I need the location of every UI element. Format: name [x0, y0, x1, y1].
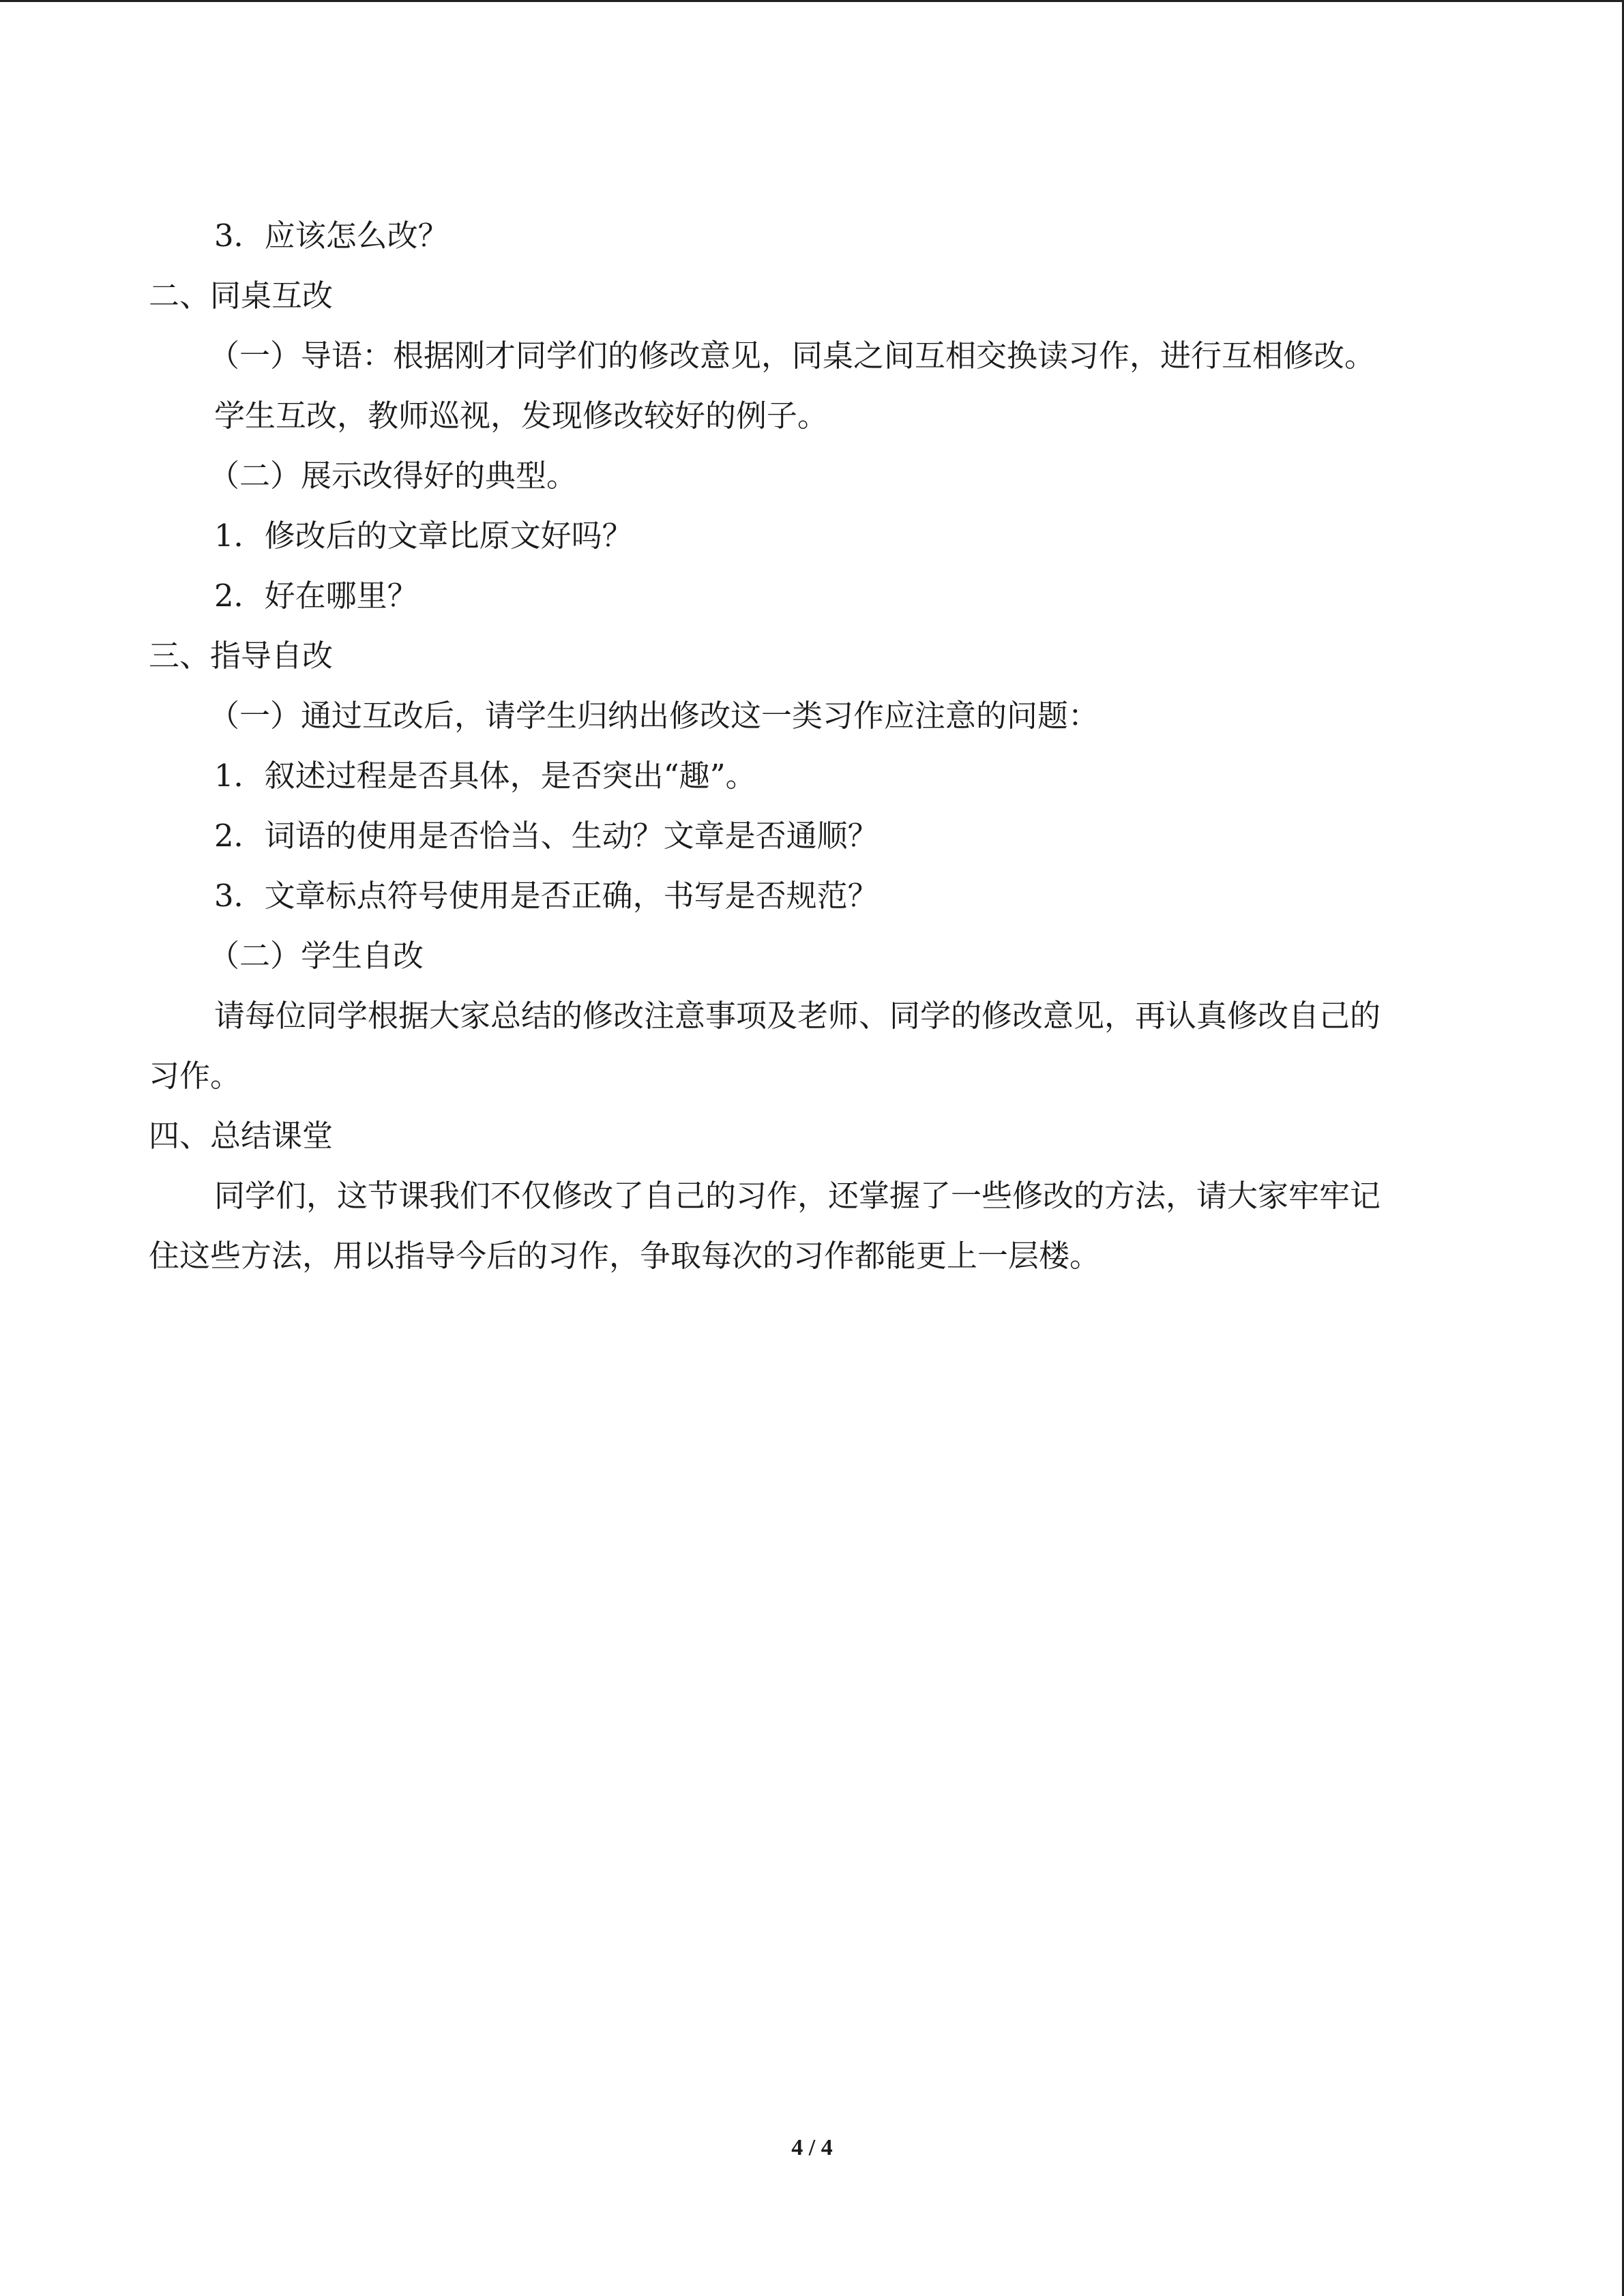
- page-top-border: [0, 0, 1624, 2]
- list-item: 3．文章标点符号使用是否正确，书写是否规范？: [214, 878, 879, 914]
- sub-heading: （一）通过互改后，请学生归纳出修改这一类习作应注意的问题：: [209, 698, 1099, 734]
- paragraph: 同学们，这节课我们不仅修改了自己的习作，还掌握了一些修改的方法，请大家牢牢记: [214, 1178, 1381, 1214]
- list-item: 2．词语的使用是否恰当、生动？文章是否通顺？: [214, 818, 879, 854]
- paragraph: 学生互改，教师巡视，发现修改较好的例子。: [214, 398, 829, 434]
- sub-heading: （二）学生自改: [209, 938, 424, 974]
- list-item: 1．修改后的文章比原文好吗？: [214, 518, 633, 554]
- section-heading: 四、总结课堂: [149, 1118, 334, 1154]
- list-item: 3．应该怎么改？: [214, 218, 449, 254]
- sub-heading: （一）导语：根据刚才同学们的修改意见，同桌之间互相交换读习作，进行互相修改。: [209, 338, 1376, 374]
- list-item: 2．好在哪里？: [214, 578, 418, 614]
- list-item: 1．叙述过程是否具体，是否突出“趣”。: [214, 758, 756, 794]
- section-heading: 二、同桌互改: [149, 278, 334, 314]
- page-number: 4 / 4: [791, 2135, 833, 2160]
- paragraph: 请每位同学根据大家总结的修改注意事项及老师、同学的修改意见，再认真修改自己的: [214, 998, 1381, 1034]
- document-body: [0, 206, 1624, 1286]
- section-heading: 三、指导自改: [149, 638, 334, 674]
- paragraph-continuation: 住这些方法，用以指导今后的习作，争取每次的习作都能更上一层楼。: [149, 1238, 1101, 1274]
- paragraph-continuation: 习作。: [149, 1058, 241, 1094]
- sub-heading: （二）展示改得好的典型。: [209, 458, 578, 494]
